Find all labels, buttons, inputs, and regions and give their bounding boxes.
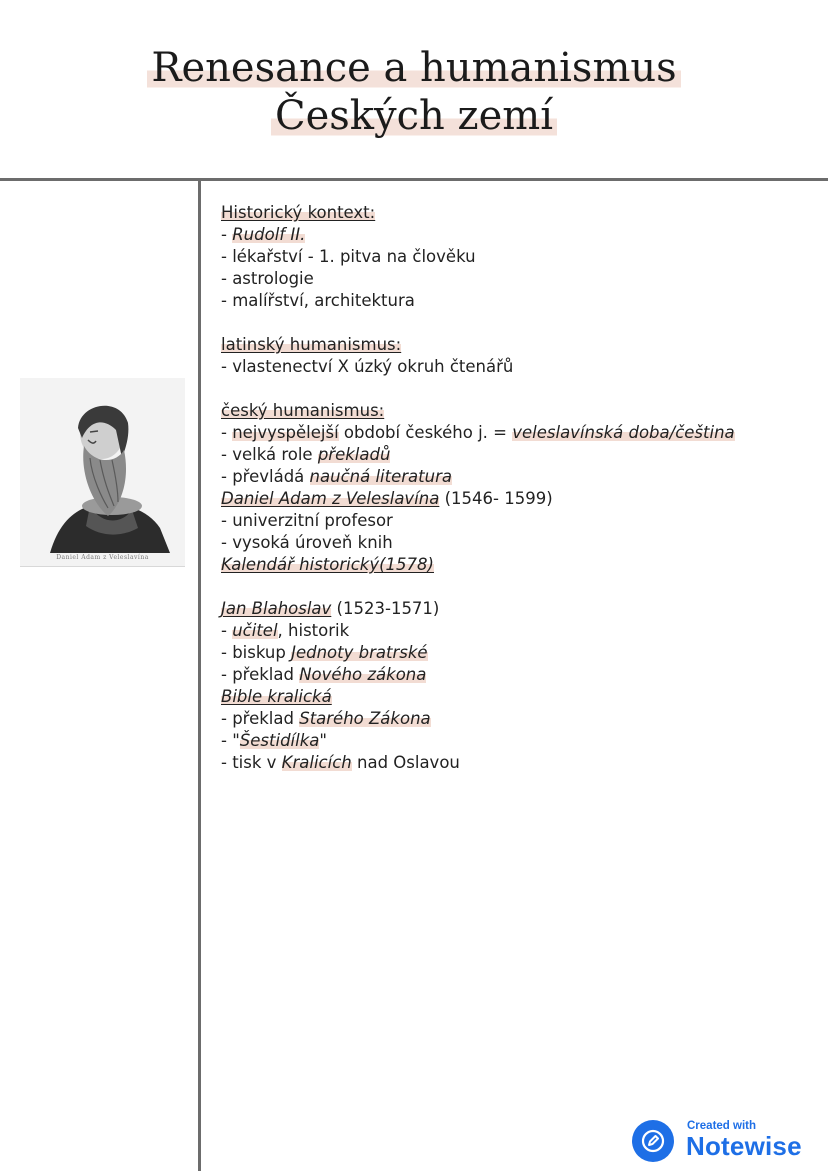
note-line: - univerzitní profesor <box>221 511 393 530</box>
brand-name: Notewise <box>686 1131 802 1161</box>
kalendar-title: Kalendář historický(1578) <box>221 555 434 574</box>
horizontal-divider <box>0 178 828 181</box>
note-line: - překlad Starého Zákona <box>221 709 431 728</box>
heading-latinsky: latinský humanismus: <box>221 335 402 354</box>
note-line: - převládá naučná literatura <box>221 467 452 486</box>
note-line: - lékařství - 1. pitva na člověku <box>221 247 476 266</box>
vertical-divider <box>198 178 201 1171</box>
note-line: - "Šestidílka" <box>221 731 327 750</box>
note-line: - vysoká úroveň knih <box>221 533 393 552</box>
bible-kralicka: Bible kralická <box>221 687 332 706</box>
blahoslav-name: Jan Blahoslav <box>221 599 332 618</box>
note-line: Daniel Adam z Veleslavína (1546- 1599) <box>221 489 553 508</box>
heading-cesky: český humanismus: <box>221 401 385 420</box>
note-line: - tisk v Kralicích nad Oslavou <box>221 753 460 772</box>
note-line: - nejvyspělejší období českého j. = veleslavínská doba/čeština <box>221 423 735 442</box>
portrait-engraving <box>20 378 185 566</box>
note-line: - učitel, historik <box>221 621 350 640</box>
notes-content <box>221 202 821 774</box>
pencil-icon <box>632 1120 674 1162</box>
note-line: - překlad Nového zákona <box>221 665 427 684</box>
note-line: - malířství, architektura <box>221 291 415 310</box>
page-title <box>0 44 828 140</box>
veleslavin-name: Daniel Adam z Veleslavína <box>221 489 440 508</box>
notewise-badge <box>632 1118 822 1164</box>
note-line: - velká role překladů <box>221 445 391 464</box>
title-line-1: Renesance a humanismus <box>147 45 680 91</box>
title-line-2: Českých zemí <box>271 93 557 139</box>
note-line: - Rudolf II. <box>221 225 306 244</box>
heading-historicky: Historický kontext: <box>221 203 376 222</box>
note-line: - biskup Jednoty bratrské <box>221 643 428 662</box>
note-line: - vlastenectví X úzký okruh čtenářů <box>221 357 514 376</box>
note-line: Jan Blahoslav (1523-1571) <box>221 599 440 618</box>
note-line: - astrologie <box>221 269 314 288</box>
portrait-image <box>20 378 185 567</box>
rudolf-term: Rudolf II. <box>232 225 306 244</box>
brand-small-text: Created with <box>687 1120 757 1132</box>
portrait-caption: Daniel Adam z Veleslavína <box>56 554 149 561</box>
